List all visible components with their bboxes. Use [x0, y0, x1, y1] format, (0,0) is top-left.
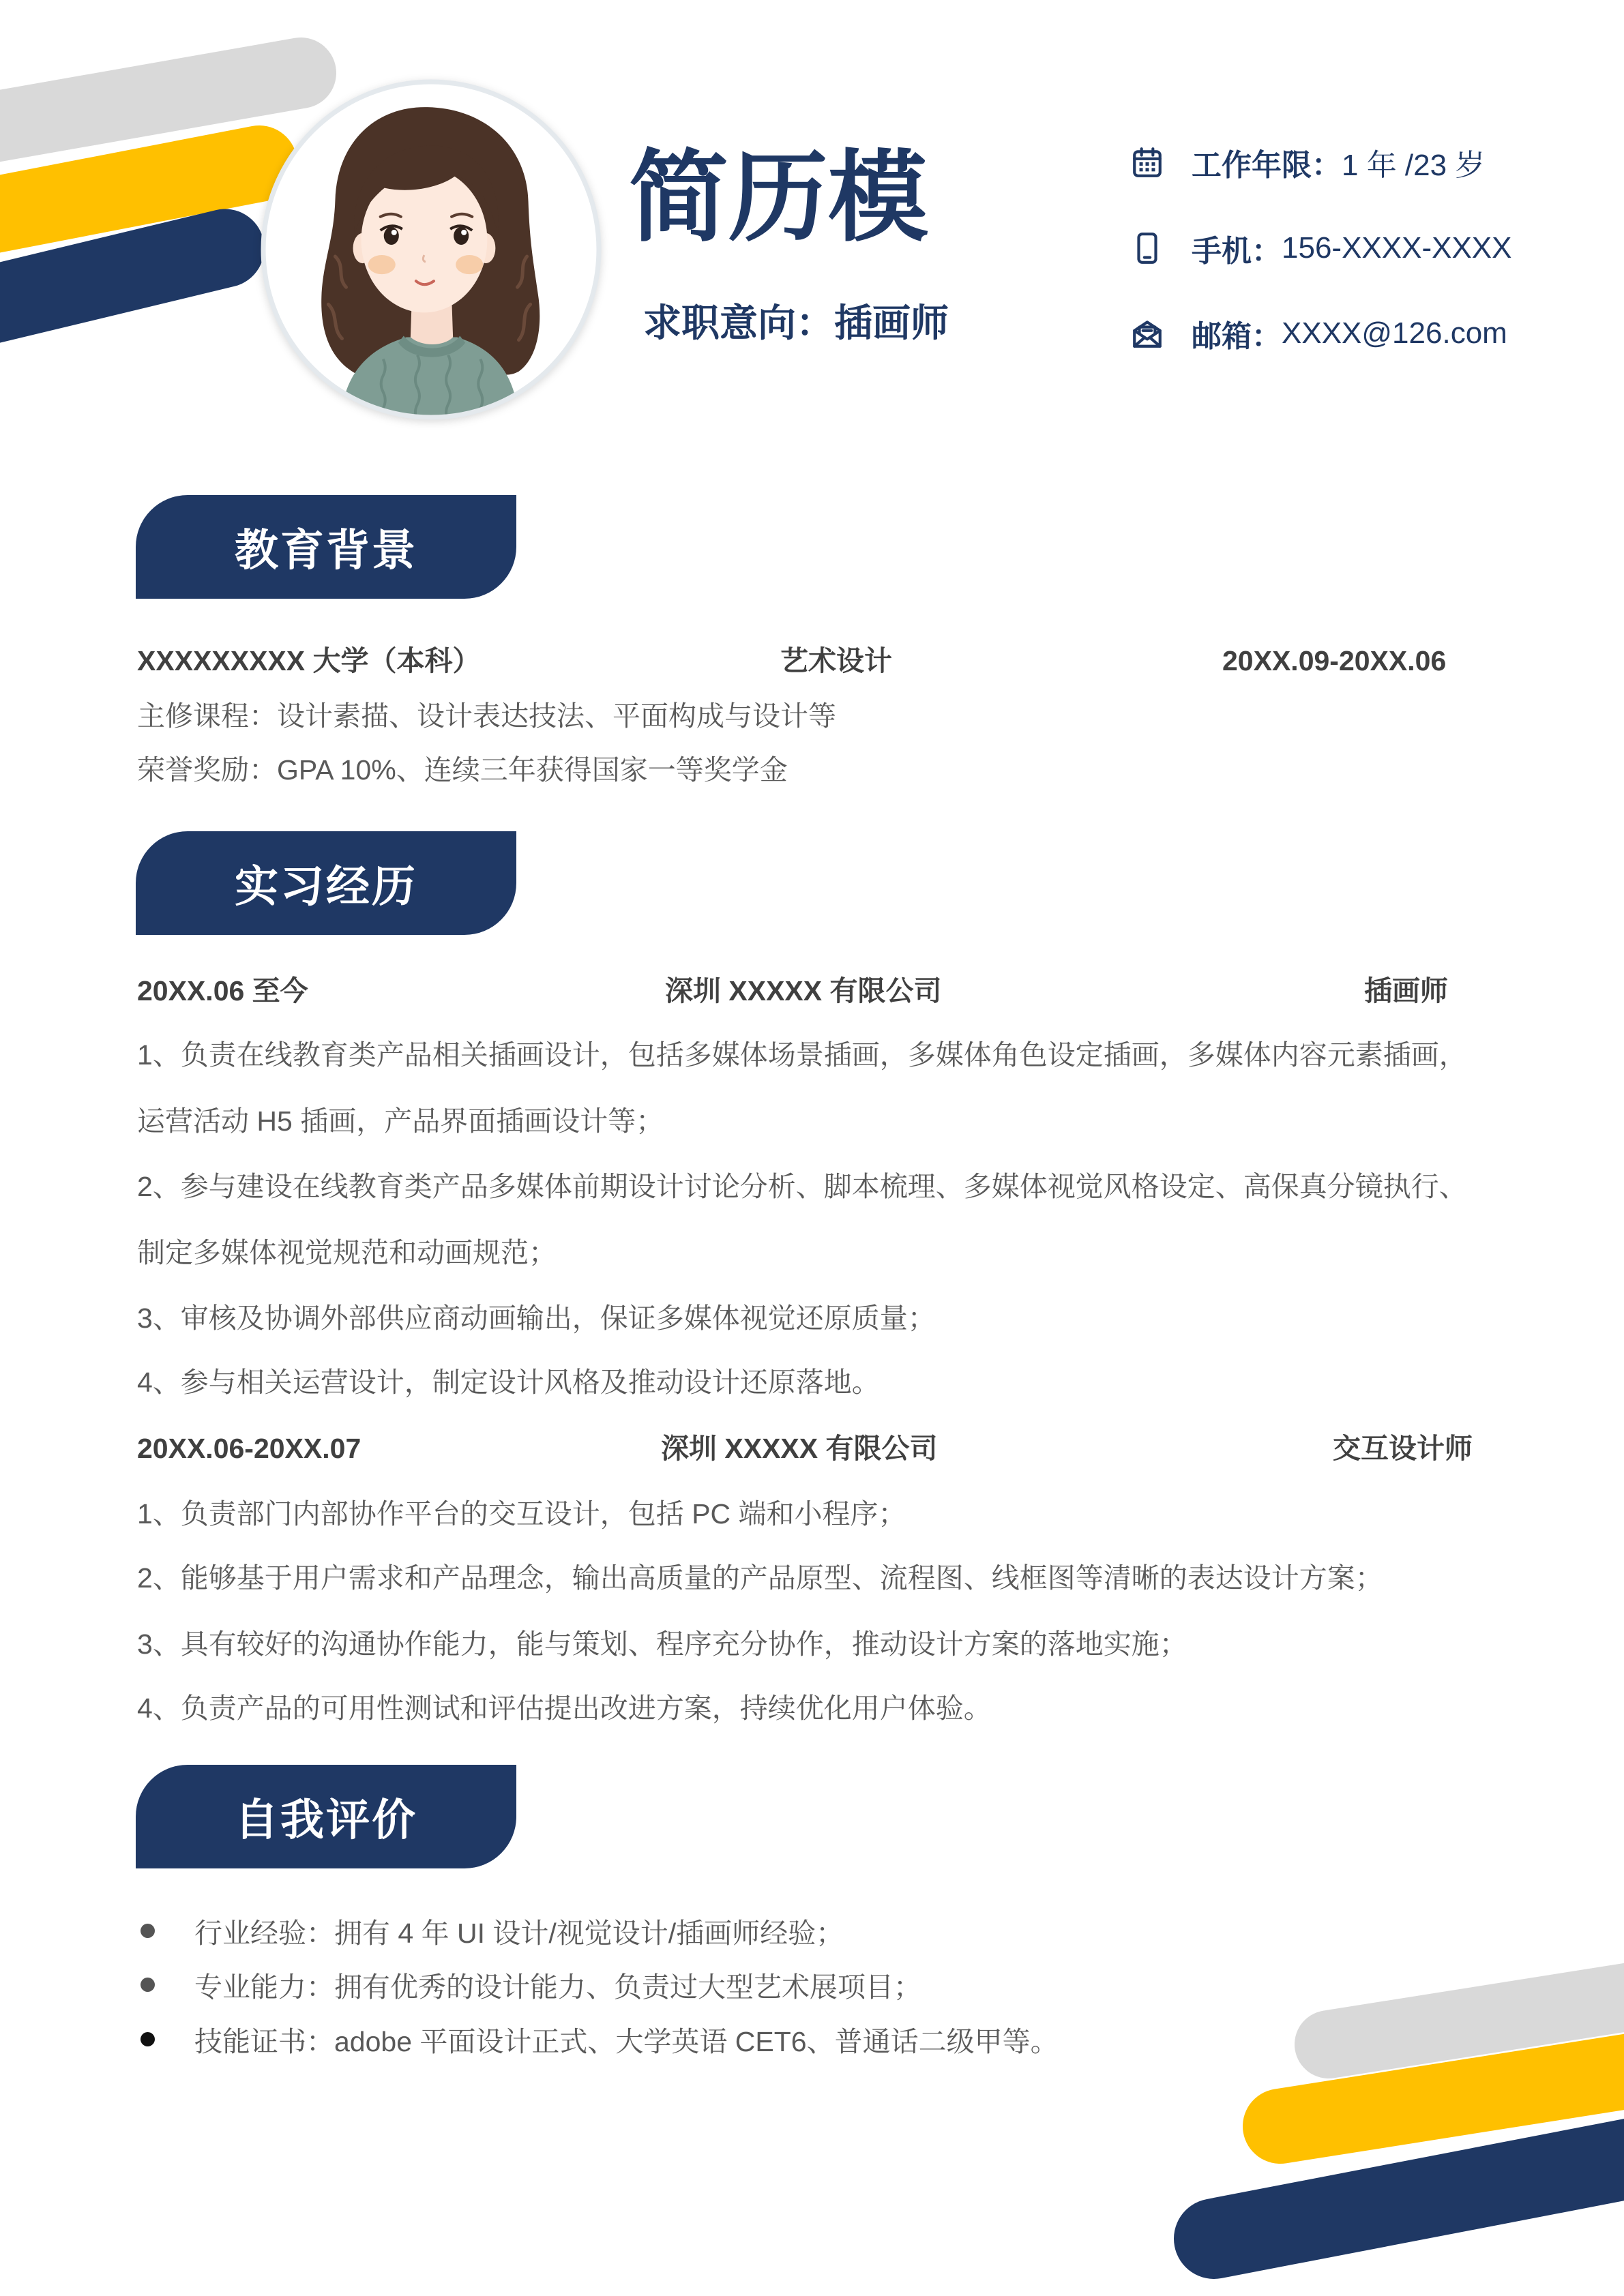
mail-icon — [1130, 316, 1164, 351]
education-courses: 主修课程：设计素描、设计表达技法、平面构成与设计等 — [137, 700, 836, 732]
job-2-line: 2、能够基于用户需求和产品理念，输出高质量的产品原型、流程图、线框图等清晰的表达设计方案； — [137, 1562, 1383, 1594]
email-label: 邮箱： — [1192, 320, 1282, 353]
section-header-internship — [136, 831, 516, 935]
job-1-line: 制定多媒体视觉规范和动画规范； — [137, 1237, 557, 1268]
job-1-line: 4、参与相关运营设计，制定设计风格及推动设计还原落地。 — [137, 1367, 880, 1398]
education-honors: 荣誉奖励：GPA 10%、连续三年获得国家一等奖学金 — [137, 754, 788, 786]
self-evaluation-text: 技能证书：adobe 平面设计正式、大学英语 CET6、普通话二级甲等。 — [194, 2025, 1059, 2057]
job-2-role: 交互设计师 — [1333, 1433, 1473, 1464]
education-school: XXXXXXXXX 大学（本科） — [137, 645, 481, 676]
job-2-company: 深圳 XXXXX 有限公司 — [661, 1433, 938, 1464]
calendar-icon — [1130, 145, 1164, 179]
brush-stroke-gray — [0, 73, 301, 133]
job-2-period: 20XX.06-20XX.07 — [137, 1433, 361, 1464]
email-value: XXXX@126.com — [1282, 316, 1507, 350]
phone-label: 手机： — [1192, 235, 1282, 268]
brush-stroke-gray — [1329, 1989, 1624, 2044]
work-years-label: 工作年限： — [1192, 149, 1342, 182]
work-years-value: 1 年 /23 岁 — [1342, 149, 1486, 182]
page-title: 简历模 — [629, 142, 928, 253]
section-title-internship: 实习经历 — [235, 862, 417, 911]
self-evaluation-item — [141, 1910, 844, 1951]
bullet-icon — [141, 1978, 155, 1992]
job-1-line: 运营活动 H5 插画，产品界面插画设计等； — [137, 1105, 664, 1137]
contact-work-years — [1130, 142, 1485, 183]
section-header-self-evaluation — [136, 1765, 516, 1868]
job-2-line: 3、具有较好的沟通协作能力，能与策划、程序充分协作，推动设计方案的落地实施； — [137, 1628, 1187, 1660]
job-2-header-row — [137, 1428, 1494, 1469]
self-evaluation-text: 行业经验：拥有 4 年 UI 设计/视觉设计/插画师经验； — [194, 1917, 844, 1949]
phone-value: 156-XXXX-XXXX — [1282, 231, 1512, 265]
education-major: 艺术设计 — [780, 645, 892, 676]
bullet-icon — [141, 1924, 155, 1938]
self-evaluation-item — [141, 2018, 1059, 2059]
education-summary-row — [137, 640, 1494, 681]
section-title-self-evaluation: 自我评价 — [235, 1795, 417, 1845]
job-1-company: 深圳 XXXXX 有限公司 — [665, 975, 942, 1007]
decorative-brush-strokes-bottom-right — [1160, 1923, 1624, 2296]
job-2-line: 4、负责产品的可用性测试和评估提出改进方案，持续优化用户体验。 — [137, 1693, 992, 1724]
job-objective: 求职意向：插画师 — [643, 301, 949, 344]
job-1-line: 3、审核及协调外部供应商动画输出，保证多媒体视觉还原质量； — [137, 1302, 936, 1334]
job-1-role: 插画师 — [1364, 975, 1448, 1007]
avatar — [260, 78, 602, 421]
contact-email — [1130, 313, 1507, 354]
contact-phone — [1130, 228, 1512, 269]
education-period: 20XX.09-20XX.06 — [1222, 645, 1447, 676]
self-evaluation-text: 专业能力：拥有优秀的设计能力、负责过大型艺术展项目； — [194, 1971, 921, 2003]
job-1-period: 20XX.06 至今 — [137, 975, 308, 1007]
section-title-education: 教育背景 — [235, 526, 417, 575]
job-1-line: 2、参与建设在线教育类产品多媒体前期设计讨论分析、脚本梳理、多媒体视觉风格设定、高保真分镜执行、 — [137, 1171, 1467, 1202]
section-header-education — [136, 495, 516, 599]
job-1-line: 1、负责在线教育类产品相关插画设计，包括多媒体场景插画，多媒体角色设定插画，多媒体内容元素插画， — [137, 1039, 1467, 1071]
phone-icon — [1130, 231, 1164, 265]
brush-stroke-navy — [0, 248, 225, 312]
self-evaluation-item — [141, 1964, 921, 2005]
bullet-icon — [141, 2032, 155, 2046]
job-2-line: 1、负责部门内部协作平台的交互设计，包括 PC 端和小程序； — [137, 1498, 906, 1530]
job-1-header-row — [137, 970, 1494, 1011]
